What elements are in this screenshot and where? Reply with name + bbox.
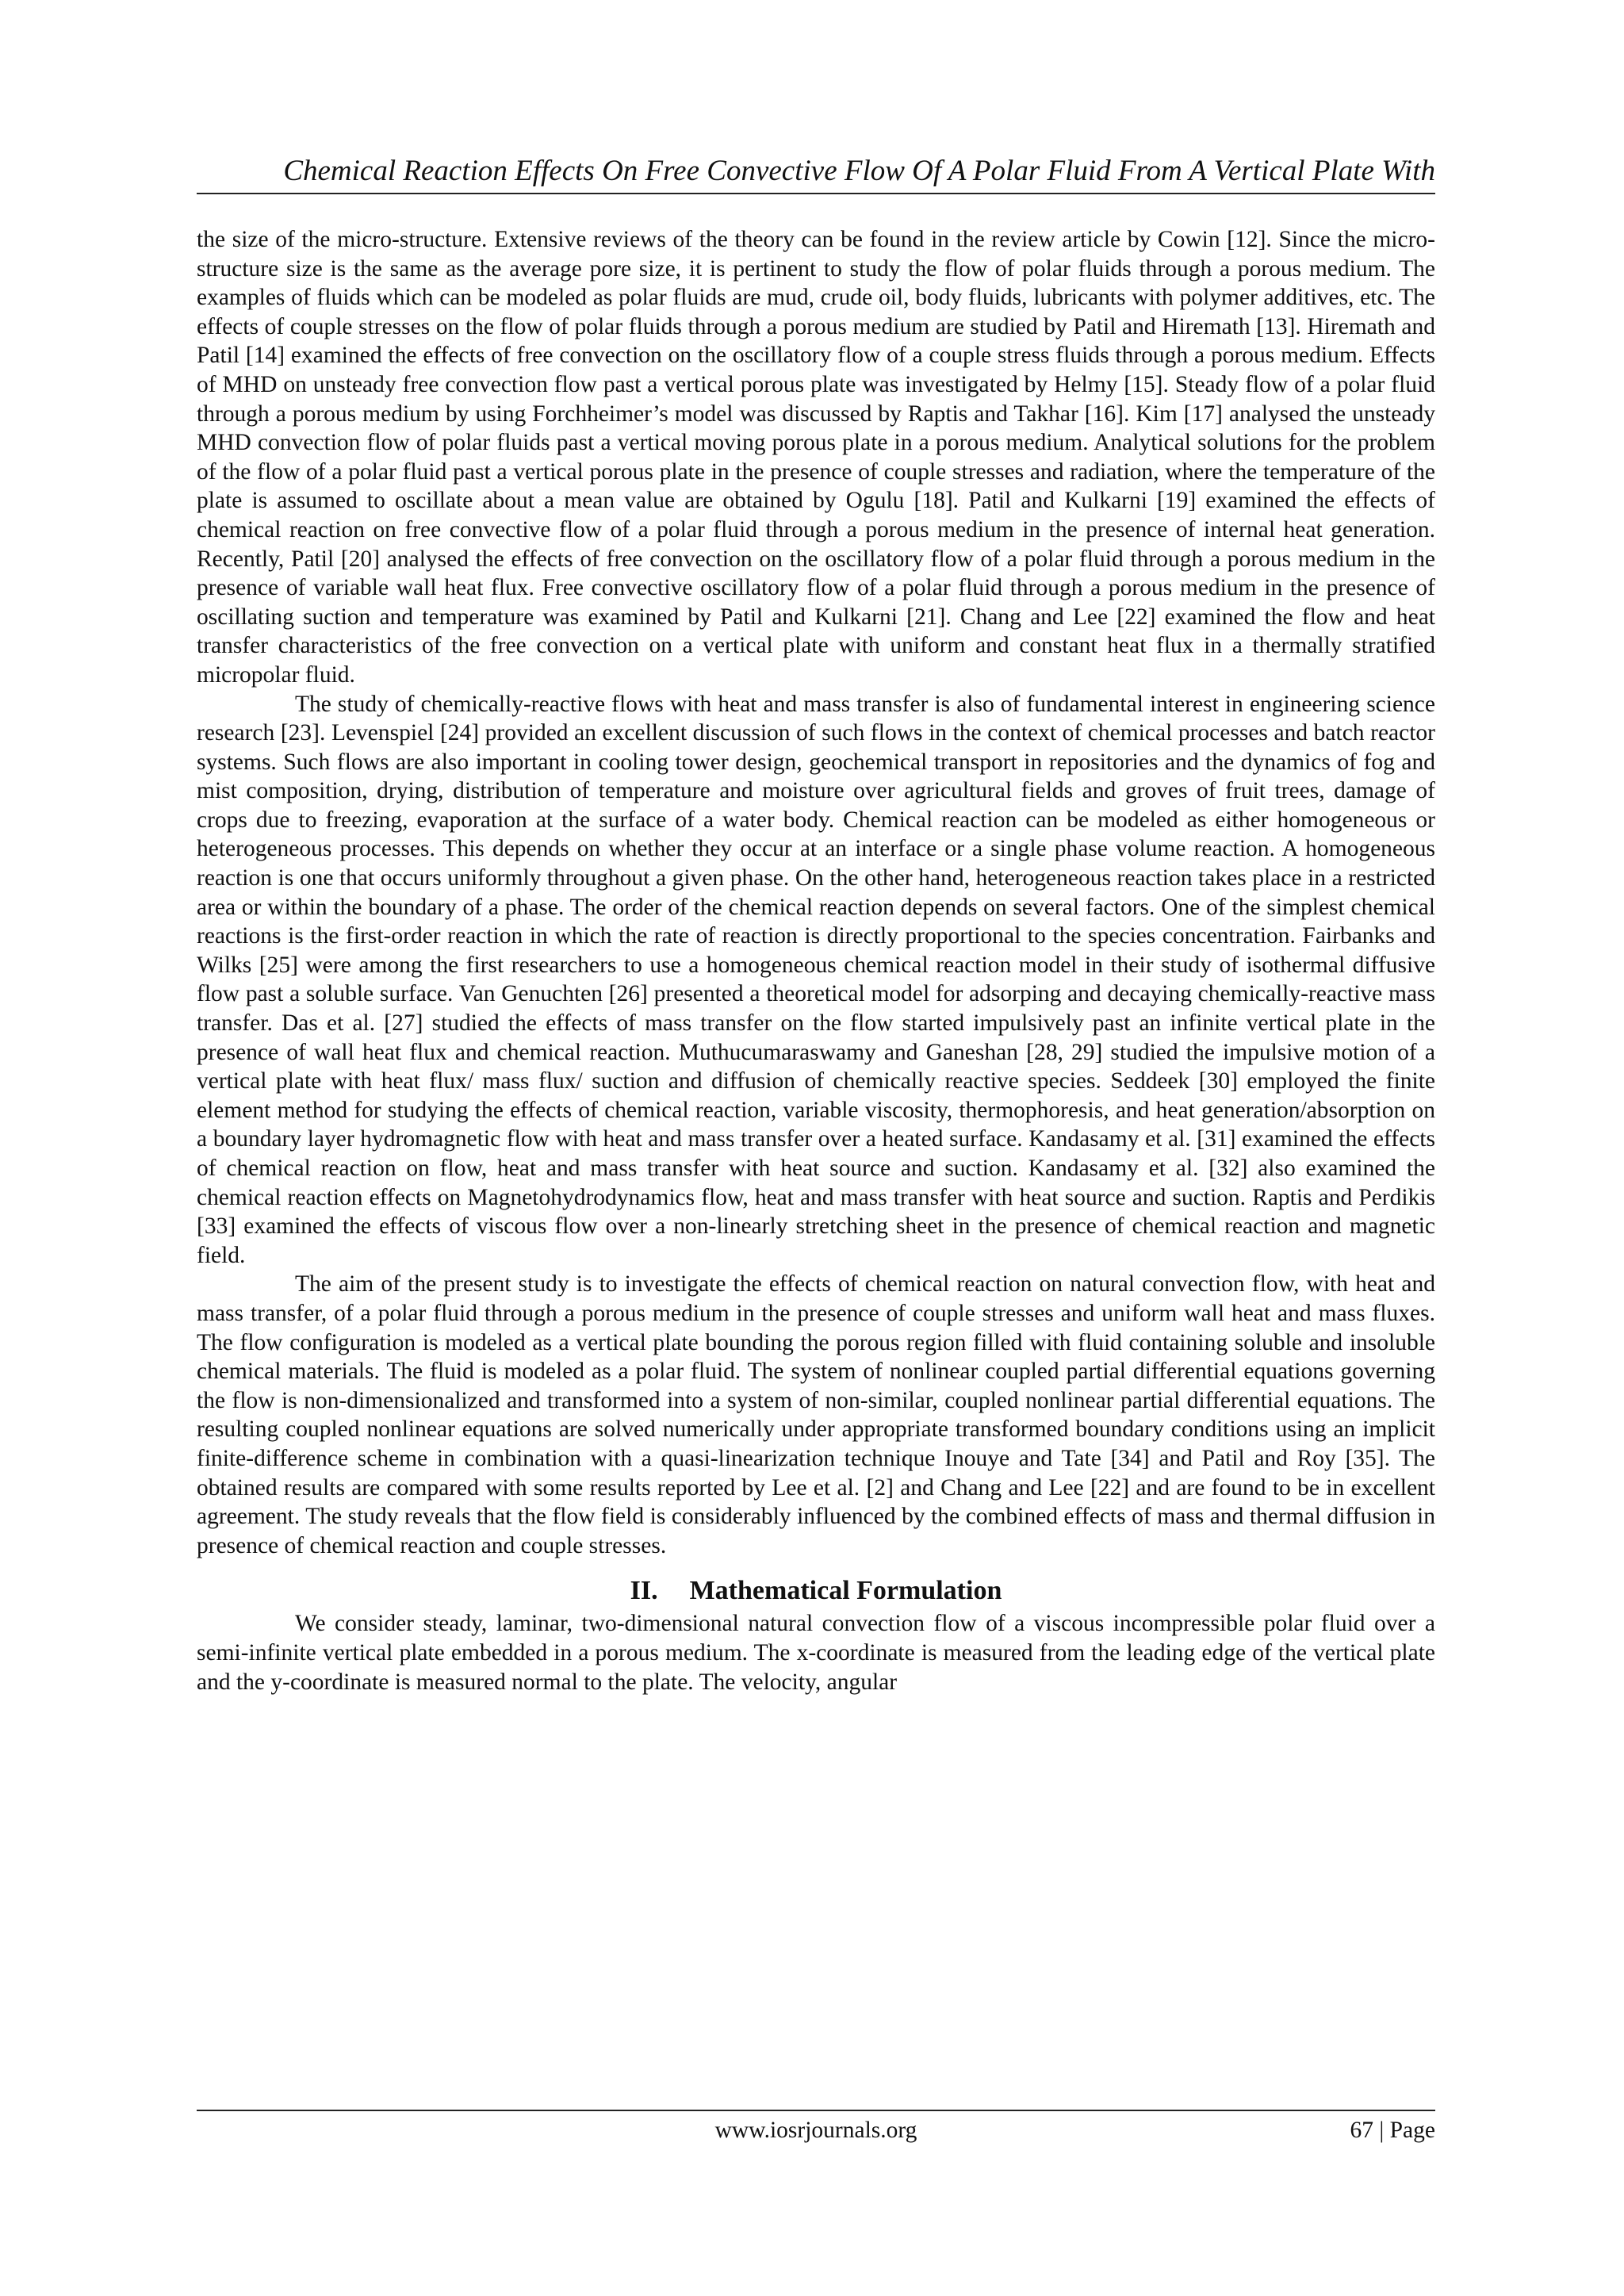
footer-rule xyxy=(197,2110,1435,2111)
footer-url[interactable]: www.iosrjournals.org xyxy=(714,2118,917,2143)
body-paragraph: The study of chemically-reactive flows with heat and mass transfer is also of fundamental interest in engineering science research [23]. Levenspiel [24] provided an excellent discussion of such flows in the context of chemical processes and batch reactor systems. Such flows are also important in cooling tower design, geochemical transport in repositories and the dynamics of fog and mist composition, drying, distribution of temperature and moisture over agricultural fields and groves of fruit trees, damage of crops due to freezing, evaporation at the surface of a water body. Chemical reaction can be modeled as either homogeneous or heterogeneous processes. This depends on whether they occur at an interface or a single phase volume reaction. A homogeneous reaction is one that occurs uniformly throughout a given phase. On the other hand, heterogeneous reaction takes place in a restricted area or within the boundary of a phase. The order of the chemical reaction depends on several factors. One of the simplest chemical reactions is the first-order reaction in which the rate of reaction is directly proportional to the species concentration. Fairbanks and Wilks [25] were among the first researchers to use a homogeneous chemical reaction model in their study of isothermal diffusive flow past a soluble surface. Van Genuchten [26] presented a theoretical model for adsorping and decaying chemically-reactive mass transfer. Das et al. [27] studied the effects of mass transfer on the flow started impulsively past an infinite vertical plate in the presence of wall heat flux and chemical reaction. Muthucumaraswamy and Ganeshan [28, 29] studied the impulsive motion of a vertical plate with heat flux/ mass flux/ suction and diffusion of chemically reactive species. Seddeek [30] employed the finite element method for studying the effects of chemical reaction, variable viscosity, thermophoresis, and heat generation/absorption on a boundary layer hydromagnetic flow with heat and mass transfer over a heated surface. Kandasamy et al. [31] examined the effects of chemical reaction on flow, heat and mass transfer with heat source and suction. Kandasamy et al. [32] also examined the chemical reaction effects on Magnetohydrodynamics flow, heat and mass transfer with heat source and suction. Raptis and Perdikis [33] examined the effects of viscous flow over a non-linearly stretching sheet in the presence of chemical reaction and magnetic field. xyxy=(197,691,1435,1268)
page-number: 67 | Page xyxy=(1350,2118,1435,2143)
running-header: Chemical Reaction Effects On Free Convective Flow Of A Polar Fluid From A Vertical Plate With xyxy=(283,155,1435,187)
section-title: Mathematical Formulation xyxy=(689,1576,1002,1606)
article-body xyxy=(197,225,1435,1696)
body-paragraph: We consider steady, laminar, two-dimensional natural convection flow of a viscous incompressible polar fluid over a semi-infinite vertical plate embedded in a porous medium. The x-coordinate is measured from the leading edge of the vertical plate and the y-coordinate is measured normal to the plate. The velocity, angular xyxy=(197,1611,1435,1695)
section-number: II. xyxy=(630,1576,658,1606)
body-paragraph: The aim of the present study is to investigate the effects of chemical reaction on natural convection flow, with heat and mass transfer, of a polar fluid through a porous medium in the presence of couple stresses and uniform wall heat and mass fluxes. The flow configuration is modeled as a vertical plate bounding the porous region filled with fluid containing soluble and insoluble chemical materials. The fluid is modeled as a polar fluid. The system of nonlinear coupled partial differential equations governing the flow is non-dimensionalized and transformed into a system of non-similar, coupled nonlinear partial differential equations. The resulting coupled nonlinear equations are solved numerically under appropriate transformed boundary conditions using an implicit finite-difference scheme in combination with a quasi-linearization technique Inouye and Tate [34] and Patil and Roy [35]. The obtained results are compared with some results reported by Lee et al. [2] and Chang and Lee [22] and are found to be in excellent agreement. The study reveals that the flow field is considerably influenced by the combined effects of mass and thermal diffusion in presence of chemical reaction and couple stresses. xyxy=(197,1271,1435,1558)
header-rule xyxy=(197,193,1435,194)
section-heading xyxy=(197,1573,1435,1609)
body-paragraph: the size of the micro-structure. Extensive reviews of the theory can be found in the review article by Cowin [12]. Since the micro-structure size is the same as the average pore size, it is pertinent to study the flow of polar fluids through a porous medium. The examples of fluids which can be modeled as polar fluids are mud, crude oil, body fluids, lubricants with polymer additives, etc. The effects of couple stresses on the flow of polar fluids through a porous medium are studied by Patil and Hiremath [13]. Hiremath and Patil [14] examined the effects of free convection on the oscillatory flow of a couple stress fluids through a porous medium. Effects of MHD on unsteady free convection flow past a vertical porous plate was investigated by Helmy [15]. Steady flow of a polar fluid through a porous medium by using Forchheimer’s model was discussed by Raptis and Takhar [16]. Kim [17] analysed the unsteady MHD convection flow of polar fluids past a vertical moving porous plate in a porous medium. Analytical solutions for the problem of the flow of a polar fluid past a vertical porous plate in the presence of couple stresses and radiation, where the temperature of the plate is assumed to oscillate about a mean value are obtained by Ogulu [18]. Patil and Kulkarni [19] examined the effects of chemical reaction on free convective flow of a polar fluid through a porous medium in the presence of internal heat generation. Recently, Patil [20] analysed the effects of free convection on the oscillatory flow of a polar fluid through a porous medium in the presence of variable wall heat flux. Free convective oscillatory flow of a polar fluid through a porous medium in the presence of oscillating suction and temperature was examined by Patil and Kulkarni [21]. Chang and Lee [22] examined the flow and heat transfer characteristics of the free convection on a vertical plate with uniform and constant heat flux in a thermally stratified micropolar fluid. xyxy=(197,227,1435,688)
